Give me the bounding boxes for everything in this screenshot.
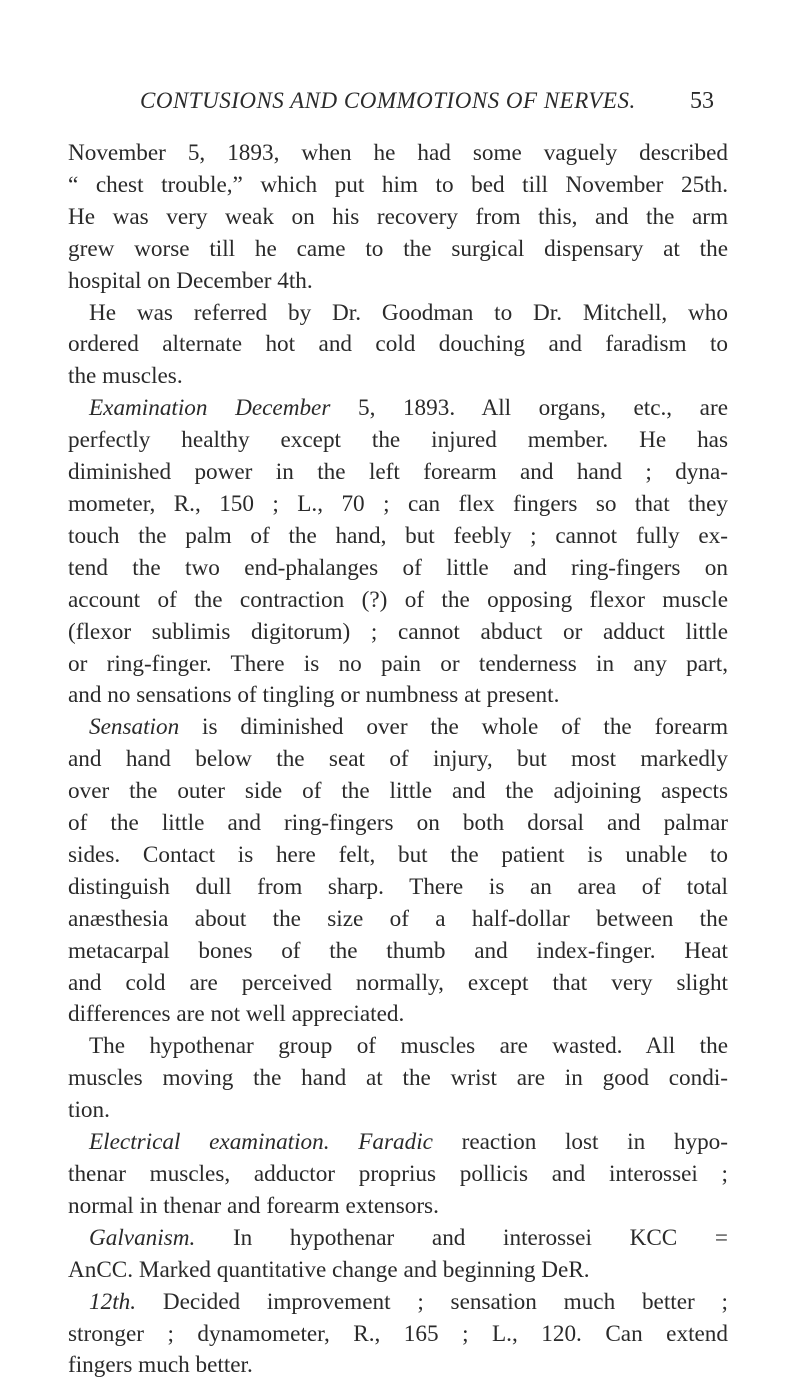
text-run: 5, 1893. All organs, etc., are xyxy=(330,395,728,422)
italic-heading: Faradic xyxy=(358,1129,433,1156)
text-line: sides. Contact is here felt, but the patient is unable to xyxy=(68,841,728,868)
paragraph-5 xyxy=(68,1031,728,1127)
text-line: “ chest trouble,” which put him to bed till November 25th. xyxy=(68,171,728,198)
paragraph-7 xyxy=(68,1223,728,1287)
paragraph-4 xyxy=(68,712,728,1031)
text-line: AnCC. Marked quantitative change and beginning DeR. xyxy=(68,1256,590,1283)
text-line: tend the two end-phalanges of little and ring-fingers on xyxy=(68,554,728,581)
text-line: stronger ; dynamometer, R., 165 ; L., 120. Can extend xyxy=(68,1320,728,1347)
text-line: differences are not well appreciated. xyxy=(68,1001,405,1028)
italic-heading: Galvanism. xyxy=(89,1224,196,1251)
text-line: and no sensations of tingling or numbness at present. xyxy=(68,682,560,709)
italic-heading: Sensation xyxy=(89,714,180,741)
text-line: over the outer side of the little and the adjoining aspects xyxy=(68,778,728,805)
text-line: and hand below the seat of injury, but most markedly xyxy=(68,746,728,773)
text-line xyxy=(68,1287,728,1319)
paragraph-3 xyxy=(68,393,728,712)
text-run: In hypothenar and interossei KCC = xyxy=(195,1224,728,1251)
text-line: touch the palm of the hand, but feebly ; cannot fully ex- xyxy=(68,522,728,549)
text-line: The hypothenar group of muscles are wasted. All the xyxy=(89,1033,728,1060)
text-line xyxy=(68,393,728,425)
text-line xyxy=(68,1223,728,1255)
text-line xyxy=(68,1127,728,1159)
paragraph-2 xyxy=(68,298,728,394)
paragraph-1 xyxy=(68,138,728,298)
text-line: and cold are perceived normally, except that very slight xyxy=(68,969,728,996)
text-line: perfectly healthy except the injured member. He has xyxy=(68,427,728,454)
italic-heading: Electrical examination. xyxy=(89,1129,330,1156)
text-line: thenar muscles, adductor proprius pollicis and interossei ; xyxy=(68,1161,728,1187)
text-line: mometer, R., 150 ; L., 70 ; can flex fingers so that they xyxy=(68,490,728,517)
text-line: He was referred by Dr. Goodman to Dr. Mitchell, who xyxy=(89,299,728,326)
text-line: the muscles. xyxy=(68,363,183,390)
text-line: normal in thenar and forearm extensors. xyxy=(68,1192,439,1219)
text-run: reaction lost in hypo- xyxy=(432,1129,728,1156)
text-line: tion. xyxy=(68,1097,110,1124)
text-line: anæsthesia about the size of a half-dollar between the xyxy=(68,905,728,932)
page-number: 53 xyxy=(690,88,714,114)
paragraph-8 xyxy=(68,1287,728,1382)
text-line: muscles moving the hand at the wrist are in good condi- xyxy=(68,1065,728,1092)
italic-heading: Examination December xyxy=(89,395,331,422)
italic-heading: 12th. xyxy=(89,1288,137,1315)
text-line: account of the contraction (?) of the opposing flexor muscle xyxy=(68,586,728,613)
text-line: November 5, 1893, when he had some vaguely described xyxy=(68,140,728,166)
text-line: He was very weak on his recovery from this, and the arm xyxy=(68,203,728,230)
text-line: of the little and ring-fingers on both dorsal and palmar xyxy=(68,810,728,837)
text-line: hospital on December 4th. xyxy=(68,267,313,294)
text-line: ordered alternate hot and cold douching and faradism to xyxy=(68,331,728,358)
text-line: or ring-finger. There is no pain or tenderness in any part, xyxy=(68,650,728,677)
paragraph-6 xyxy=(68,1127,728,1223)
text-line xyxy=(68,712,728,744)
text-line: grew worse till he came to the surgical dispensary at the xyxy=(68,235,728,262)
text-line: diminished power in the left forearm and hand ; dyna- xyxy=(68,459,728,486)
running-title: CONTUSIONS AND COMMOTIONS OF NERVES. xyxy=(140,88,636,113)
body-text xyxy=(68,138,728,1382)
text-run: Decided improvement ; sensation much better ; xyxy=(136,1288,728,1315)
text-line: (flexor sublimis digitorum) ; cannot abduct or adduct little xyxy=(68,618,728,645)
text-line: metacarpal bones of the thumb and index-finger. Heat xyxy=(68,937,728,964)
text-run: is diminished over the whole of the forearm xyxy=(179,714,728,741)
text-line: distinguish dull from sharp. There is an area of total xyxy=(68,873,728,900)
text-line: fingers much better. xyxy=(68,1352,253,1379)
